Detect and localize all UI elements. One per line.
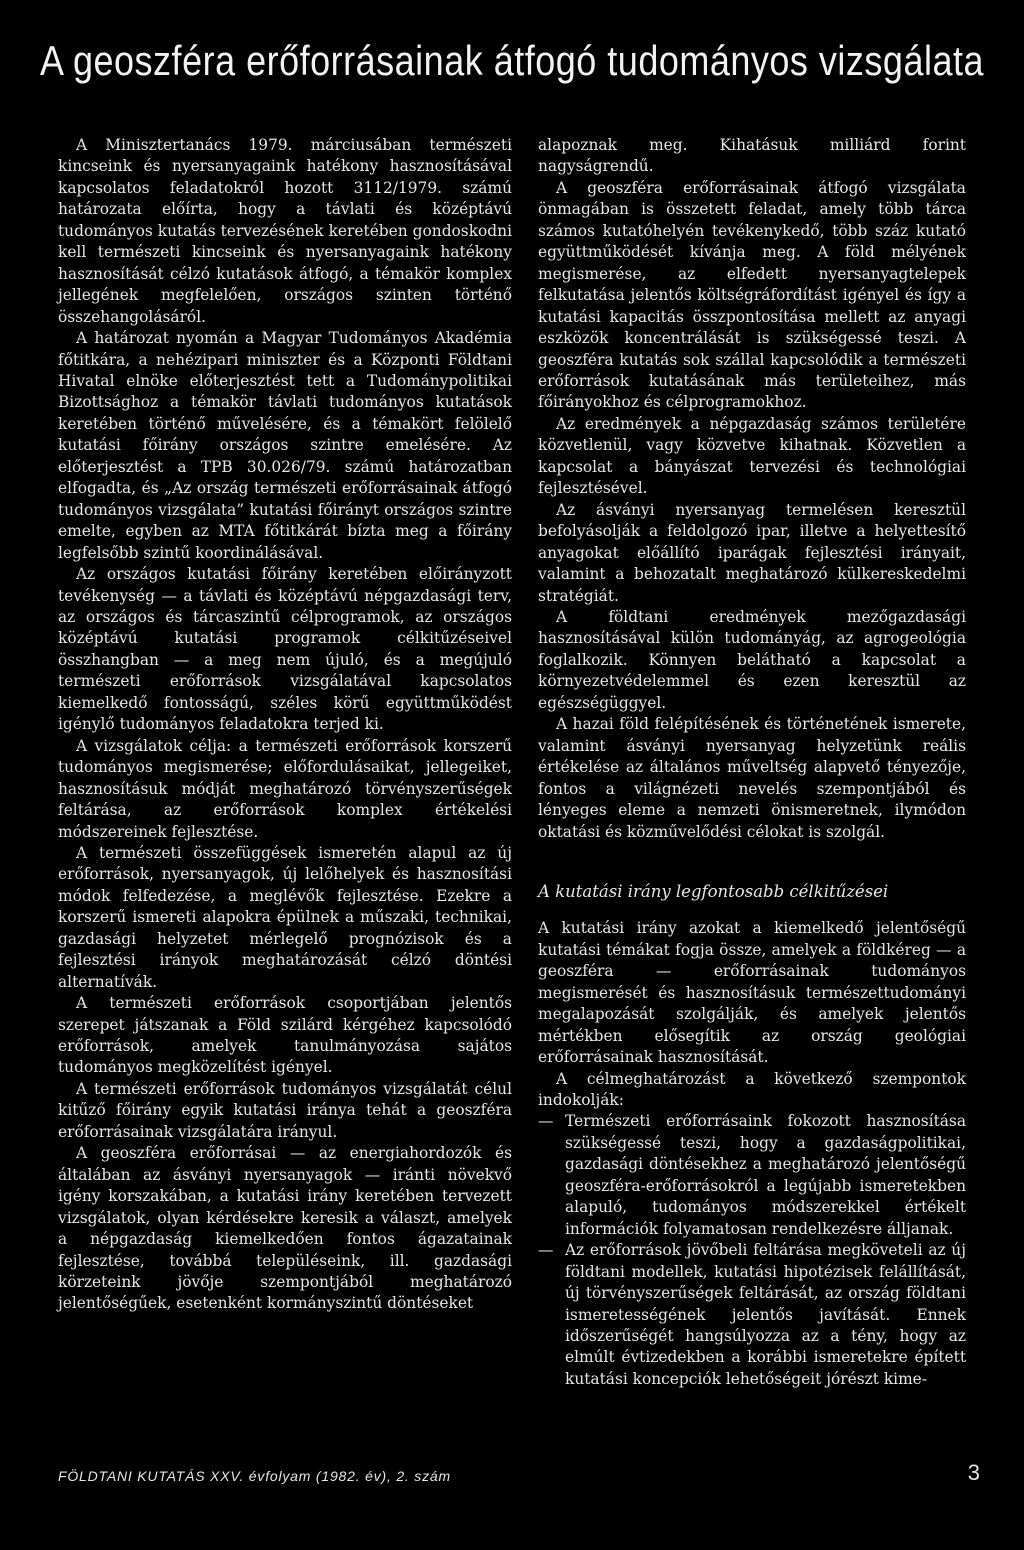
paragraph: alapoznak meg. Kihatásuk milliárd forint nagyságrendű. [538, 136, 966, 176]
journal-footer: FÖLDTANI KUTATÁS XXV. évfolyam (1982. év), 2. szám [58, 1468, 451, 1484]
page-title: A geoszféra erőforrásainak átfogó tudományos vizsgálata [39, 36, 985, 84]
paragraph: Az ásványi nyersanyag termelésen keresztül befolyásolják a feldolgozó ipar, illetve a helyettesítő anyagokat előállító iparágak fejlesztési irányait, valamint a behozatalt meghatározó külkereskedelmi stratégiát. [538, 500, 966, 605]
page-number: 3 [967, 1460, 980, 1485]
criteria-list [538, 1111, 966, 1390]
paragraph: A hazai föld felépítésének és történetének ismerete, valamint ásványi nyersanyag helyzetünk reális értékelése az általános műveltség alapvető tényezője, fontos a világnézeti nevelés szempontjából és lényeges eleme a nemzeti önismeretnek, ilymódon oktatási és közművelődési célokat is szolgál. [538, 715, 966, 841]
paragraph: A kutatási irány azokat a kiemelkedő jelentőségű kutatási témákat fogja össze, amelyek a földkéreg — a geoszféra — erőforrásainak tudományos megismerését és hasznosításuk természettudományi megalapozását szolgálják, és amelyek jelentős mértékben elősegítik az ország geológiai erőforrásainak hasznosítását. [538, 919, 966, 1067]
paragraph: A vizsgálatok célja: a természeti erőforrások korszerű tudományos megismerése; előfordulásaikat, jellegeiket, hasznosításuk módját meghatározó törvényszerűségek feltárása, az erőforrások komplex értékelési módszereinek fejlesztése. [58, 736, 512, 841]
list-dash: — [538, 1112, 554, 1131]
paragraph: A földtani eredmények mezőgazdasági hasznosításával külön tudományág, az agrogeológia foglalkozik. Könnyen belátható a kapcsolat a környezetvédelemmel és ezen keresztül az egészségüggyel. [538, 607, 966, 712]
list-dash: — [538, 1241, 554, 1260]
left-column [58, 135, 512, 1315]
paragraph: Az országos kutatási főirány keretében előirányzott tevékenység — a távlati és középtávú népgazdasági terv, az országos és tárcaszintű célprogramok, az országos középtávú kutatási programok célkitűzéseivel összhangban — a meg nem újuló, és a megújuló természeti erőforrások vizsgálatával kapcsolatos kiemelkedő fontosságú, széles körű együttműködést igénylő tudományos feladatokra terjed ki. [58, 565, 512, 734]
list-item-text: Az erőforrások jövőbeli feltárása megköveteli az új földtani modellek, kutatási hipotézisek felállítását, új törvényszerűségek feltárását, az ország földtani ismeretességének jelentős javítását. Ennek időszerűségét hangsúlyozza az a tény, hogy az elmúlt évtizedekben a korábbi ismeretekre épített kutatási koncepciók lehetőségeit jórészt kime- [565, 1241, 966, 1388]
paragraph: A határozat nyomán a Magyar Tudományos Akadémia főtitkára, a nehézipari miniszter és a Központi Földtani Hivatal elnöke előterjesztést tett a Tudománypolitikai Bizottsághoz a témakör távlati tudományos kutatások keretében történő művelésére, és a témakört felölelő kutatási főirány országos szintre emelésére. Az előterjesztést a TPB 30.026/79. számú határozatban elfogadta, és „Az ország természeti erőforrásainak átfogó tudományos vizsgálata” kutatási főirányt országos szintre emelte, egyben az MTA főtitkárát bízta meg a főirány legfelsőbb szintű koordinálásával. [58, 329, 512, 562]
right-column [538, 135, 966, 1390]
paragraph: A természeti erőforrások csoportjában jelentős szerepet játszanak a Föld szilárd kérgéhez kapcsolódó erőforrások, amelyek tanulmányozása sajátos tudományos megközelítést igényel. [58, 994, 512, 1077]
paragraph: A természeti erőforrások tudományos vizsgálatát célul kitűző főirány egyik kutatási iránya tehát a geoszféra erőforrásainak vizsgálatára irányul. [58, 1079, 512, 1141]
paragraph: A geoszféra erőforrásai — az energiahordozók és általában az ásványi nyersanyagok — iránti növekvő igény korszakában, a kutatási irány keretében tervezett vizsgálatok, olyan kérdésekre keresik a választ, amelyek a népgazdaság kiemelkedően fontos ágazatainak fejlesztése, továbbá településeink, ill. gazdasági körzeteink jövője szempontjából meghatározó jelentőségűek, esetenként kormányszintű döntéseket [58, 1144, 512, 1313]
paragraph: A természeti összefüggések ismeretén alapul az új erőforrások, nyersanyagok, új lelőhelyek és hasznosítási módok felfedezése, a meglévők fejlesztése. Ezekre a korszerű ismereti alapokra épülnek a műszaki, technikai, gazdasági helyzetet mérlegelő prognózisok és a fejlesztési irányok meghatározását célzó döntési alternatívák. [58, 843, 512, 991]
list-item [538, 1240, 966, 1390]
list-item-text: Természeti erőforrásaink fokozott hasznosítása szükségessé teszi, hogy a gazdaságpolitikai, gazdasági döntésekhez a meghatározó jelentőségű geoszféra-erőforrásokról a legújabb ismeretekben alapuló, tudományos módszerekkel értékelt információk folyamatosan rendelkezésre álljanak. [565, 1112, 966, 1238]
paragraph: A Minisztertanács 1979. márciusában természeti kincseink és nyersanyagaink hatékony hasznosításával kapcsolatos feladatokról hozott 3112/1979. számú határozata előírta, hogy a távlati és középtávú tudományos kutatás tervezésének keretében gondoskodni kell természeti kincseink és nyersanyagaink hatékony hasznosítását célzó kutatások átfogó, a témakör komplex jellegének megfelelően, országos szinten történő összehangolásáról. [58, 136, 512, 326]
paragraph: A geoszféra erőforrásainak átfogó vizsgálata önmagában is összetett feladat, amely több tárca számos kutatóhelyén tevékenykedő, több száz kutató együttműködését kívánja meg. A föld mélyének megismerése, az elfedett nyersanyagtelepek felkutatása jelentős költségráfordítást igényel és így a kutatási kapacitás összpontosítása mellett az anyagi eszközök koncentrálását is szükségessé teszi. A geoszféra kutatás sok szállal kapcsolódik a természeti erőforrások kutatásának más területeihez, más főirányokhoz és célprogramokhoz. [538, 178, 966, 412]
paragraph: Az eredmények a népgazdaság számos területére közvetlenül, vagy közvetve kihatnak. Közvetlen a kapcsolat a bányászat tervezési és technológiai fejlesztésével. [538, 414, 966, 498]
list-item [538, 1111, 966, 1240]
paragraph: A célmeghatározást a következő szempontok indokolják: [538, 1069, 966, 1110]
section-heading: A kutatási irány legfontosabb célkitűzései [538, 881, 889, 901]
